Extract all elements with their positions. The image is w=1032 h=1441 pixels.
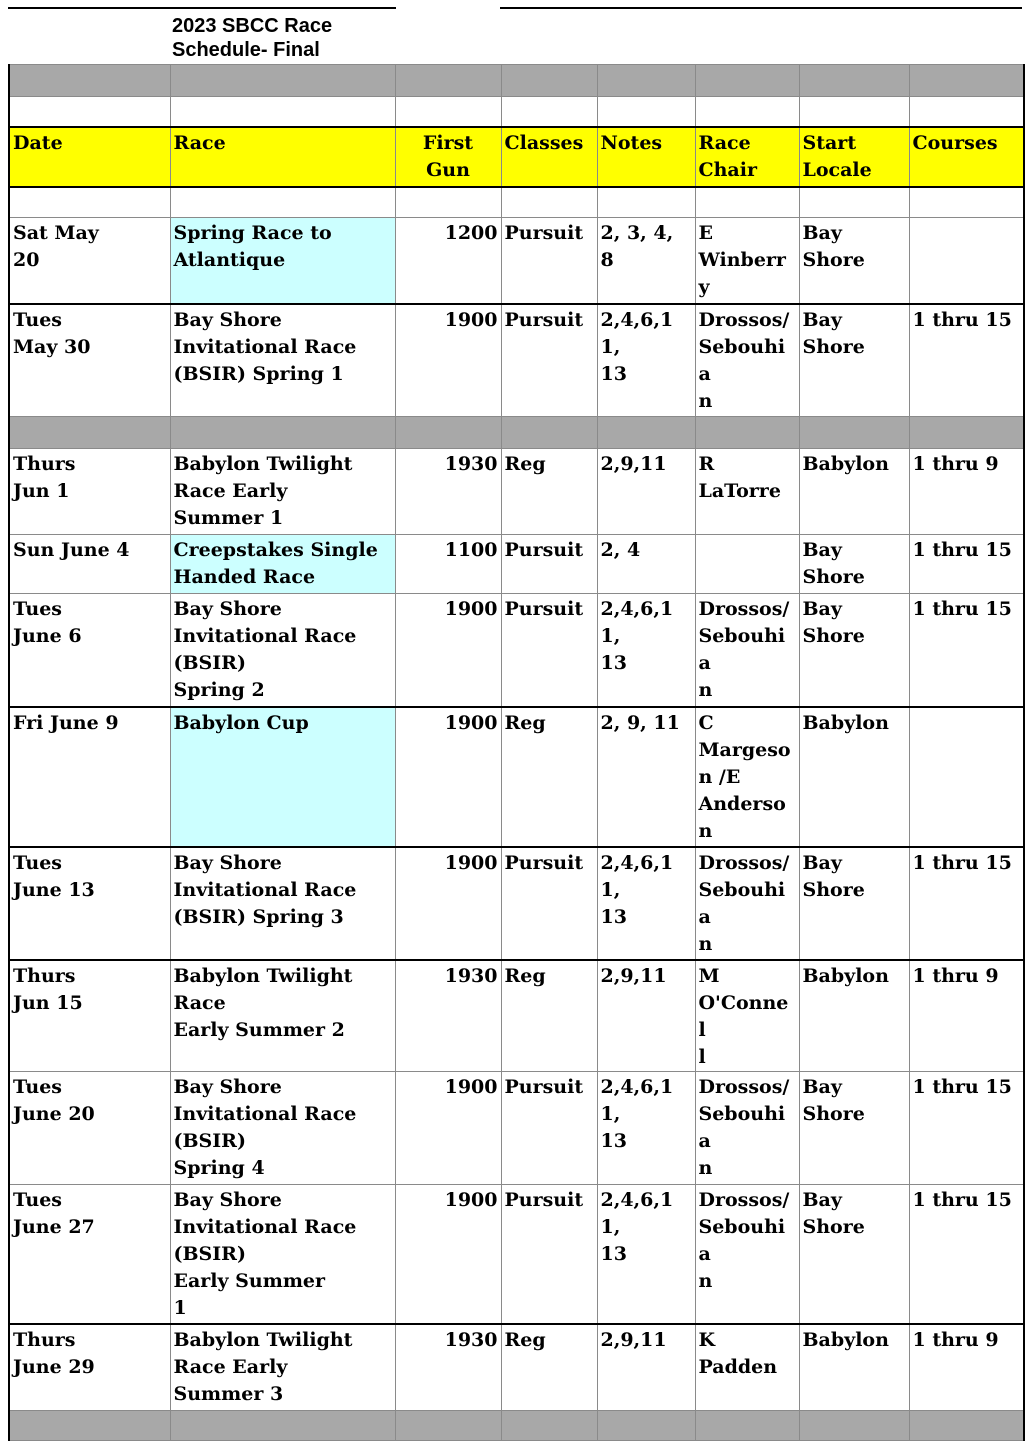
cell-notes: 2,4,6,11, 13	[597, 304, 695, 417]
cell-courses: 1 thru 15	[909, 847, 1024, 960]
cell-courses: 1 thru 15	[909, 1184, 1024, 1324]
table-row	[9, 847, 1024, 960]
cell-race: Bay Shore Invitational Race (BSIR) Early Summer 1	[170, 1184, 395, 1324]
cell-first-gun: 1900	[395, 707, 501, 847]
document-title: 2023 SBCC Race Schedule- Final	[172, 15, 333, 61]
cell-first-gun: 1900	[395, 304, 501, 417]
cell-race: Babylon Twilight Race Early Summer 1	[170, 449, 395, 535]
cell-start-locale: Bay Shore	[799, 847, 909, 960]
cell-classes: Pursuit	[501, 218, 597, 304]
header-start-locale: Start Locale	[799, 127, 909, 187]
cell-race-chair: K Padden	[695, 1324, 799, 1410]
cell-start-locale: Bay Shore	[799, 1071, 909, 1184]
cell-notes: 2,4,6,11, 13	[597, 1071, 695, 1184]
spacer-row	[9, 417, 1024, 449]
cell-race-chair: C Margeso n /E Anderso n	[695, 707, 799, 847]
cell-date: Tues June 13	[9, 847, 170, 960]
cell-classes: Reg	[501, 960, 597, 1072]
cell-first-gun: 1100	[395, 535, 501, 594]
cell-race: Bay Shore Invitational Race (BSIR) Spring 1	[170, 304, 395, 417]
cell-date: Tues June 27	[9, 1184, 170, 1324]
cell-classes: Reg	[501, 1324, 597, 1410]
cell-start-locale: Bay Shore	[799, 304, 909, 417]
cell-classes: Pursuit	[501, 847, 597, 960]
cell-race: Babylon Twilight Race Early Summer 2	[170, 960, 395, 1072]
cell-first-gun: 1900	[395, 1071, 501, 1184]
cell-date: Fri June 9	[9, 707, 170, 847]
cell-classes: Reg	[501, 449, 597, 535]
cell-classes: Pursuit	[501, 1184, 597, 1324]
cell-start-locale: Babylon	[799, 449, 909, 535]
cell-race-chair	[695, 535, 799, 594]
cell-notes: 2, 9, 11	[597, 707, 695, 847]
table-row	[9, 1071, 1024, 1184]
cell-start-locale: Babylon	[799, 1324, 909, 1410]
cell-courses: 1 thru 9	[909, 1324, 1024, 1410]
cell-race-chair: Drossos/ Sebouhia n	[695, 304, 799, 417]
table-row	[9, 1324, 1024, 1410]
cell-notes: 2,4,6,11, 13	[597, 847, 695, 960]
header-classes: Classes	[501, 127, 597, 187]
cell-notes: 2, 4	[597, 535, 695, 594]
cell-first-gun: 1200	[395, 218, 501, 304]
cell-first-gun: 1900	[395, 594, 501, 707]
title-border-left	[8, 7, 396, 9]
cell-notes: 2,4,6,11, 13	[597, 1184, 695, 1324]
cell-courses: 1 thru 15	[909, 1071, 1024, 1184]
spacer-row	[9, 187, 1024, 218]
cell-notes: 2,4,6,11, 13	[597, 594, 695, 707]
cell-date: Tues June 6	[9, 594, 170, 707]
cell-race: Bay Shore Invitational Race (BSIR) Spring 3	[170, 847, 395, 960]
table-row	[9, 449, 1024, 535]
header-courses: Courses	[909, 127, 1024, 187]
table-row	[9, 304, 1024, 417]
table-row	[9, 218, 1024, 304]
cell-courses	[909, 707, 1024, 847]
cell-first-gun: 1930	[395, 960, 501, 1072]
cell-courses: 1 thru 15	[909, 304, 1024, 417]
cell-notes: 2, 3, 4, 8	[597, 218, 695, 304]
cell-first-gun: 1930	[395, 1324, 501, 1410]
header-race: Race	[170, 127, 395, 187]
header-first-gun: First Gun	[395, 127, 501, 187]
cell-classes: Pursuit	[501, 535, 597, 594]
cell-race-chair: Drossos/ Sebouhia n	[695, 1071, 799, 1184]
cell-race: Bay Shore Invitational Race (BSIR) Spring 2	[170, 594, 395, 707]
cell-courses	[909, 218, 1024, 304]
cell-start-locale: Bay Shore	[799, 218, 909, 304]
cell-date: Thurs June 29	[9, 1324, 170, 1410]
title-border-right	[500, 7, 1022, 9]
cell-race: Creepstakes Single Handed Race	[170, 535, 395, 594]
header-date: Date	[9, 127, 170, 187]
cell-race-chair: E Winberr y	[695, 218, 799, 304]
cell-first-gun: 1900	[395, 1184, 501, 1324]
cell-classes: Pursuit	[501, 594, 597, 707]
spacer-row	[9, 97, 1024, 127]
header-notes: Notes	[597, 127, 695, 187]
cell-courses: 1 thru 9	[909, 449, 1024, 535]
header-race-chair: Race Chair	[695, 127, 799, 187]
cell-date: Tues May 30	[9, 304, 170, 417]
cell-date: Sat May 20	[9, 218, 170, 304]
cell-classes: Pursuit	[501, 1071, 597, 1184]
cell-race: Spring Race to Atlantique	[170, 218, 395, 304]
cell-start-locale: Babylon	[799, 707, 909, 847]
cell-race: Bay Shore Invitational Race (BSIR) Spring 4	[170, 1071, 395, 1184]
cell-classes: Reg	[501, 707, 597, 847]
table-row	[9, 535, 1024, 594]
cell-notes: 2,9,11	[597, 1324, 695, 1410]
table-row	[9, 594, 1024, 707]
cell-courses: 1 thru 9	[909, 960, 1024, 1072]
table-row	[9, 707, 1024, 847]
cell-race-chair: M O'Connel l	[695, 960, 799, 1072]
cell-first-gun: 1930	[395, 449, 501, 535]
table-row	[9, 1184, 1024, 1324]
cell-date: Thurs Jun 1	[9, 449, 170, 535]
cell-classes: Pursuit	[501, 304, 597, 417]
cell-date: Tues June 20	[9, 1071, 170, 1184]
cell-courses: 1 thru 15	[909, 535, 1024, 594]
cell-race-chair: Drossos/ Sebouhia n	[695, 594, 799, 707]
cell-race-chair: R LaTorre	[695, 449, 799, 535]
cell-race: Babylon Twilight Race Early Summer 3	[170, 1324, 395, 1410]
cell-race: Babylon Cup	[170, 707, 395, 847]
cell-date: Sun June 4	[9, 535, 170, 594]
cell-first-gun: 1900	[395, 847, 501, 960]
spacer-row	[9, 65, 1024, 97]
spacer-row	[9, 1410, 1024, 1440]
table-row	[9, 960, 1024, 1072]
cell-start-locale: Bay Shore	[799, 535, 909, 594]
cell-date: Thurs Jun 15	[9, 960, 170, 1072]
cell-notes: 2,9,11	[597, 449, 695, 535]
race-schedule-table	[8, 64, 1025, 1441]
cell-start-locale: Bay Shore	[799, 1184, 909, 1324]
cell-start-locale: Bay Shore	[799, 594, 909, 707]
header-row	[9, 127, 1024, 187]
cell-start-locale: Babylon	[799, 960, 909, 1072]
cell-notes: 2,9,11	[597, 960, 695, 1072]
cell-race-chair: Drossos/ Sebouhia n	[695, 1184, 799, 1324]
cell-courses: 1 thru 15	[909, 594, 1024, 707]
cell-race-chair: Drossos/ Sebouhia n	[695, 847, 799, 960]
